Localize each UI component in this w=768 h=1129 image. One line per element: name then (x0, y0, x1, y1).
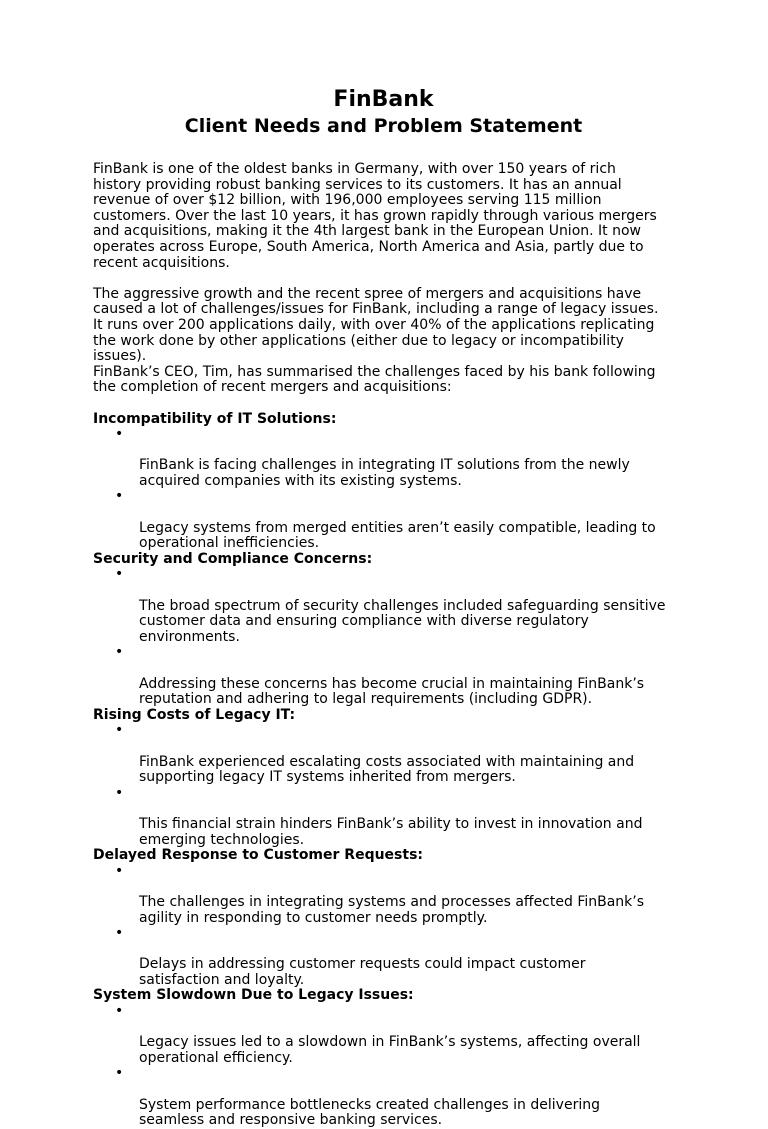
document-subtitle: Client Needs and Problem Statement (184, 115, 583, 137)
section-heading: Security and Compliance Concerns: (93, 550, 373, 567)
section-heading: Incompatibility of IT Solutions: (93, 410, 337, 427)
section-heading: Rising Costs of Legacy IT: (93, 706, 296, 723)
bullet-text: FinBank experienced escalating costs associated with maintaining and supporting legacy IT systems inherited from mergers. (139, 753, 635, 786)
paragraph-spacer (93, 396, 674, 412)
bullet-list (93, 567, 674, 707)
bullet-text: System performance bottlenecks created challenges in delivering seamless and responsive banking services. (139, 1096, 600, 1129)
section-heading: System Slowdown Due to Legacy Issues: (93, 987, 414, 1004)
bullet-marker: • (115, 862, 124, 879)
bullet-text: FinBank is facing challenges in integrating IT solutions from the newly acquired companies with its existing systems. (139, 457, 630, 489)
bullet-item (93, 567, 674, 645)
bullet-text: The challenges in integrating systems and processes affected FinBank’s agility in responding to customer needs promptly. (139, 893, 645, 926)
bullet-item (93, 1066, 674, 1128)
bullet-list (93, 1004, 674, 1129)
bullet-marker: • (115, 784, 124, 801)
bullet-text: This financial strain hinders FinBank’s ability to invest in innovation and emerging technologies. (139, 815, 643, 848)
bullet-text: Legacy issues led to a slowdown in FinBank’s systems, affecting overall operational efficiency. (139, 1034, 641, 1066)
bullet-item (93, 723, 674, 785)
bullet-marker: • (115, 925, 124, 942)
section-heading: Delayed Response to Customer Requests: (93, 847, 424, 864)
paragraph-spacer (93, 271, 674, 287)
challenge-section (93, 708, 674, 848)
challenge-section (93, 988, 674, 1128)
bullet-text: Addressing these concerns has become crucial in maintaining FinBank’s reputation and adhering to legal requirements (including GDPR). (139, 675, 645, 708)
bullet-item (93, 926, 674, 988)
bullet-item (93, 786, 674, 848)
bullet-item (93, 864, 674, 926)
bullet-marker: • (115, 722, 124, 739)
bullet-marker: • (115, 566, 124, 583)
bullet-list (93, 864, 674, 989)
bullet-text: The broad spectrum of security challenges included safeguarding sensitive customer data and ensuring compliance with diverse regulatory environments. (139, 597, 666, 645)
bullet-item (93, 489, 674, 551)
bullet-marker: • (115, 426, 124, 443)
bullet-item (93, 427, 674, 489)
bullet-marker: • (115, 1065, 124, 1082)
challenge-section (93, 552, 674, 708)
bullet-list (93, 723, 674, 848)
challenge-section (93, 848, 674, 988)
bullet-marker: • (115, 1003, 124, 1020)
intro-paragraph: FinBank is one of the oldest banks in Germany, with over 150 years of rich history providing robust banking services to its customers. It has an annual revenue of over $12 billion, with 196,000 employees serving 115 million customers. Over the last 10 years, it has grown rapidly through various mergers and acquisitions, making it the 4th largest bank in the European Union. It now operates across Europe, South America, North America and Asia, partly due to recent acquisitions. (93, 161, 657, 271)
challenge-section (93, 412, 674, 552)
bullet-marker: • (115, 488, 124, 505)
bullet-text: Delays in addressing customer requests could impact customer satisfaction and loyalty. (139, 956, 586, 988)
bullet-text: Legacy systems from merged entities aren’t easily compatible, leading to operational inefficiencies. (139, 519, 656, 552)
bullet-marker: • (115, 644, 124, 661)
bullet-item (93, 645, 674, 707)
bullet-list (93, 427, 674, 552)
bullet-item (93, 1004, 674, 1066)
ceo-paragraph: FinBank’s CEO, Tim, has summarised the challenges faced by his bank following the completion of recent mergers and acquisitions: (93, 363, 656, 396)
growth-paragraph: The aggressive growth and the recent spree of mergers and acquisitions have caused a lot of challenges/issues for FinBank, including a range of legacy issues. It runs over 200 applications daily, with over 40% of the applications replicating the work done by other applications (either due to legacy or incompatibility issues). (93, 285, 659, 365)
document-title: FinBank (333, 87, 434, 112)
